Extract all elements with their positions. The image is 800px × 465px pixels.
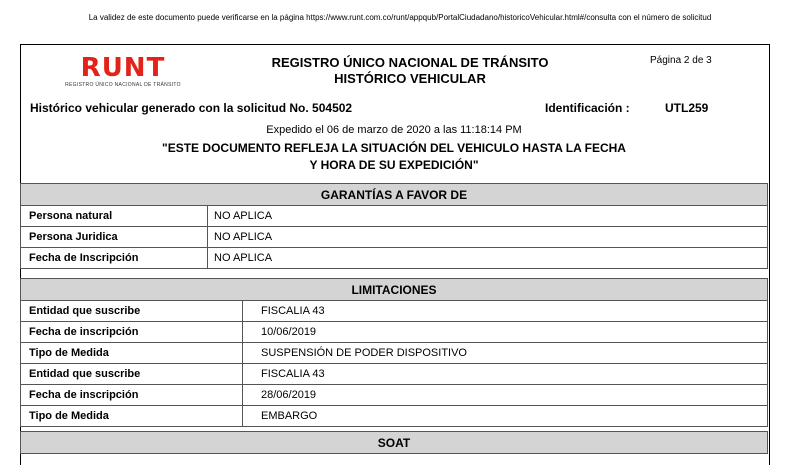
table-row: [21, 322, 768, 343]
table-row: [21, 406, 768, 427]
verification-notice: La validez de este documento puede verificarse en la página https://www.runt.com.co/runt/appqub/PortalCiudadano/historicoVehicular.html#/consulta con el número de solicitud: [88, 13, 712, 22]
identification-label: Identificación :: [545, 101, 630, 115]
document-title: [210, 55, 610, 87]
garantias-table: [20, 183, 768, 269]
table-row: [21, 301, 768, 322]
row-label: Tipo de Medida: [21, 406, 243, 427]
title-line-1: REGISTRO ÚNICO NACIONAL DE TRÁNSITO: [271, 55, 549, 70]
statement-line-1: "ESTE DOCUMENTO REFLEJA LA SITUACIÓN DEL VEHICULO HASTA LA FECHA: [162, 141, 626, 155]
table-row: [21, 206, 768, 227]
issued-date: Expedido el 06 de marzo de 2020 a las 11:18:14 PM: [266, 124, 522, 136]
limitaciones-title: LIMITACIONES: [21, 279, 768, 301]
row-label: Persona natural: [21, 206, 208, 227]
row-label: Tipo de Medida: [21, 343, 243, 364]
row-value: 10/06/2019: [243, 322, 768, 343]
page-number: Página 2 de 3: [650, 55, 712, 66]
section-header-row: [21, 184, 768, 206]
table-row: [21, 227, 768, 248]
row-label: Persona Juridica: [21, 227, 208, 248]
row-label: Fecha de inscripción: [21, 322, 243, 343]
row-label: Entidad que suscribe: [21, 301, 243, 322]
row-value: NO APLICA: [208, 248, 768, 269]
soat-table: [20, 431, 768, 454]
request-number: Histórico vehicular generado con la solicitud No. 504502: [30, 101, 353, 115]
row-label: Entidad que suscribe: [21, 364, 243, 385]
section-header-row: [21, 279, 768, 301]
row-value: EMBARGO: [243, 406, 768, 427]
limitaciones-table: [20, 278, 768, 427]
identification-value: UTL259: [665, 101, 709, 115]
row-value: SUSPENSIÓN DE PODER DISPOSITIVO: [243, 343, 768, 364]
table-row: [21, 248, 768, 269]
statement-line-2: Y HORA DE SU EXPEDICIÓN": [309, 158, 479, 172]
row-value: NO APLICA: [208, 206, 768, 227]
row-label: Fecha de inscripción: [21, 385, 243, 406]
row-label: Fecha de Inscripción: [21, 248, 208, 269]
disclaimer-statement: [20, 140, 768, 174]
table-row: [21, 385, 768, 406]
table-row: [21, 364, 768, 385]
row-value: 28/06/2019: [243, 385, 768, 406]
row-value: FISCALIA 43: [243, 301, 768, 322]
table-row: [21, 343, 768, 364]
row-value: NO APLICA: [208, 227, 768, 248]
logo-subtitle: REGISTRO ÚNICO NACIONAL DE TRÁNSITO: [65, 82, 181, 88]
garantias-title: GARANTÍAS A FAVOR DE: [21, 184, 768, 206]
title-line-2: HISTÓRICO VEHICULAR: [334, 71, 486, 86]
logo-wordmark: RUNT: [80, 53, 166, 83]
row-value: FISCALIA 43: [243, 364, 768, 385]
section-header-row: [21, 432, 768, 454]
runt-logo: [58, 55, 188, 88]
soat-title: SOAT: [21, 432, 768, 454]
